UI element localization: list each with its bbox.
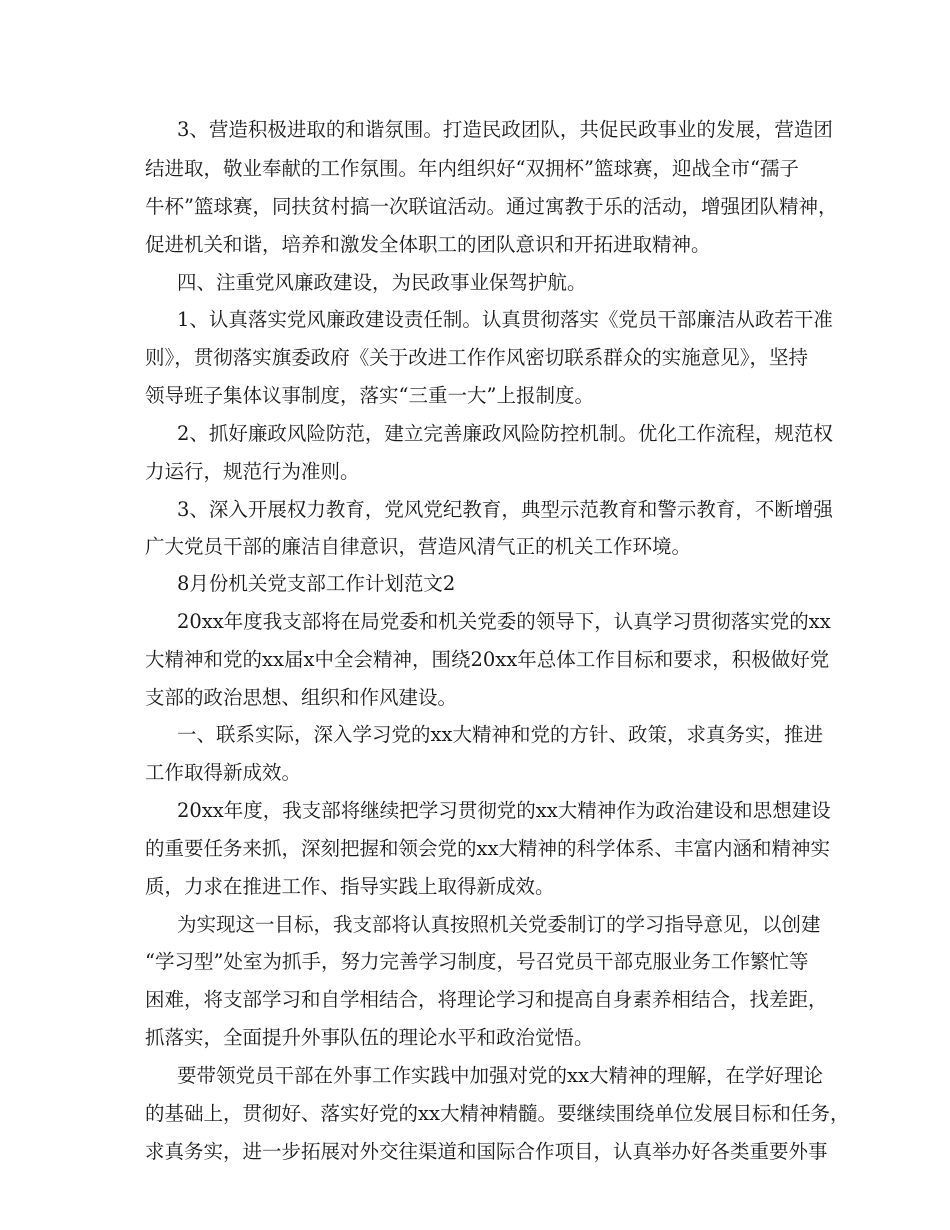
text-line xyxy=(0,454,950,490)
line-text: 2、抓好廉政风险防范，建立完善廉政风险防控机制。优化工作流程，规范权 xyxy=(177,422,833,445)
text-line xyxy=(0,907,950,943)
line-text: 质，力求在推进工作、指导实践上取得新成效。 xyxy=(145,875,555,898)
text-line xyxy=(0,982,950,1018)
line-text: 的基础上，贯彻好、落实好党的xx大精神精髓。要继续围绕单位发展目标和任务， xyxy=(145,1102,850,1125)
text-line xyxy=(0,1020,950,1056)
text-line xyxy=(0,793,950,829)
text-line xyxy=(0,869,950,905)
text-line xyxy=(0,112,950,148)
line-text: 为实现这一目标，我支部将认真按照机关党委制订的学习指导意见，以创建 xyxy=(177,913,821,936)
line-text: 支部的政治思想、组织和作风建设。 xyxy=(145,686,458,709)
text-line xyxy=(0,1134,950,1170)
line-text: 抓落实，全面提升外事队伍的理论水平和政治觉悟。 xyxy=(145,1026,594,1049)
text-line xyxy=(0,151,950,187)
text-line xyxy=(0,189,950,225)
line-text: 大精神和党的xx届x中全会精神，围绕20xx年总体工作目标和要求，积极做好党 xyxy=(145,648,830,671)
text-line xyxy=(0,680,950,716)
line-text: 20xx年度，我支部将继续把学习贯彻党的xx大精神作为政治建设和思想建设 xyxy=(177,799,831,822)
text-line xyxy=(0,642,950,678)
text-line xyxy=(0,1096,950,1132)
text-line xyxy=(0,944,950,980)
line-text: 则》，贯彻落实旗委政府《关于改进工作作风密切联系群众的实施意见》，坚持 xyxy=(145,346,809,369)
text-line xyxy=(0,227,950,263)
line-text: 3、营造积极进取的和谐氛围。打造民政团队，共促民政事业的发展，营造团 xyxy=(177,118,833,141)
text-line xyxy=(0,492,950,528)
text-line xyxy=(0,378,950,414)
text-line xyxy=(0,831,950,867)
line-text: 一、联系实际，深入学习党的xx大精神和党的方针、政策，求真务实，推进 xyxy=(177,723,823,746)
section-heading xyxy=(0,717,950,753)
line-text: 广大党员干部的廉洁自律意识，营造风清气正的机关工作环境。 xyxy=(145,535,692,558)
line-text: 困难，将支部学习和自学相结合，将理论学习和提高自身素养相结合，找差距， xyxy=(145,988,828,1011)
line-text: “学习型”处室为抓手，努力完善学习制度，号召党员干部克服业务工作繁忙等 xyxy=(145,950,809,973)
line-text: 1、认真落实党风廉政建设责任制。认真贯彻落实《党员干部廉洁从政若干准 xyxy=(177,308,833,331)
line-text: 促进机关和谐，培养和激发全体职工的团队意识和开拓进取精神。 xyxy=(145,233,711,256)
text-line xyxy=(0,755,950,791)
text-line xyxy=(0,1058,950,1094)
text-line xyxy=(0,604,950,640)
text-line xyxy=(0,529,950,565)
line-text: 求真务实，进一步拓展对外交往渠道和国际合作项目，认真举办好各类重要外事 xyxy=(145,1140,828,1163)
text-line xyxy=(0,416,950,452)
line-text: 四、注重党风廉政建设，为民政事业保驾护航。 xyxy=(177,271,587,294)
text-line xyxy=(0,340,950,376)
text-line xyxy=(0,302,950,338)
line-text: 20xx年度我支部将在局党委和机关党委的领导下，认真学习贯彻落实党的xx xyxy=(177,610,831,633)
line-text: 结进取，敬业奉献的工作氛围。年内组织好“双拥杯”篮球赛，迎战全市“孺子 xyxy=(145,157,799,180)
line-text: 领导班子集体议事制度，落实“三重一大”上报制度。 xyxy=(145,384,594,407)
line-text: 8月份机关党支部工作计划范文2 xyxy=(177,572,456,595)
line-text: 力运行，规范行为准则。 xyxy=(145,460,360,483)
section-heading xyxy=(0,265,950,301)
line-text: 3、深入开展权力教育，党风党纪教育，典型示范教育和警示教育，不断增强 xyxy=(177,498,833,521)
line-text: 的重要任务来抓，深刻把握和领会党的xx大精神的科学体系、丰富内涵和精神实 xyxy=(145,837,830,860)
line-text: 牛杯”篮球赛，同扶贫村搞一次联谊活动。通过寓教于乐的活动，增强团队精神， xyxy=(145,195,838,218)
line-text: 要带领党员干部在外事工作实践中加强对党的xx大精神的理解，在学好理论 xyxy=(177,1064,823,1087)
line-text: 工作取得新成效。 xyxy=(145,761,302,784)
document-subtitle xyxy=(0,566,950,602)
